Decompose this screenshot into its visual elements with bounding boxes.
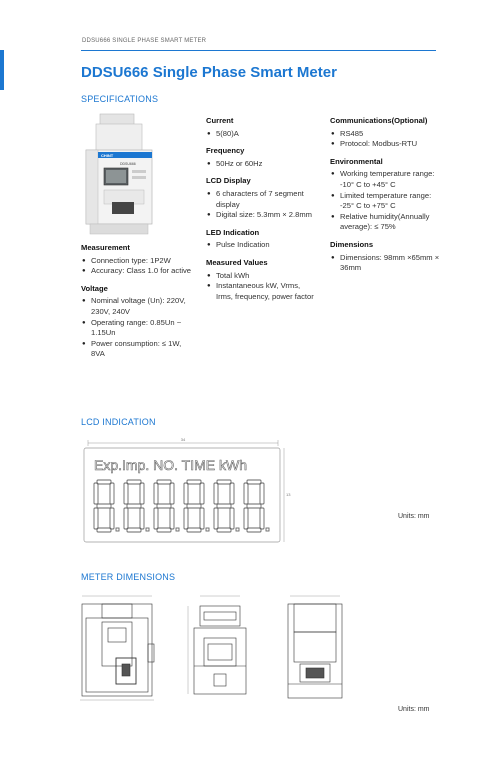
meter-brand-label: CHINT xyxy=(101,152,114,158)
spec-list-measured-values xyxy=(206,271,318,303)
spec-item: ● Dimensions: 98mm ×65mm × 36mm xyxy=(330,253,446,274)
top-view-drawing xyxy=(288,596,342,698)
spec-list-current xyxy=(206,129,318,140)
spec-item: ● 6 characters of 7 segment display xyxy=(206,189,318,210)
units-label-dimensions: Units: mm xyxy=(398,706,430,713)
running-header: DDSU666 SINGLE PHASE SMART METER xyxy=(82,38,207,44)
section-heading-meter-dimensions: METER DIMENSIONS xyxy=(81,572,176,582)
spec-heading-environmental: Environmental xyxy=(330,156,383,166)
page-title: DDSU666 Single Phase Smart Meter xyxy=(81,64,337,81)
meter-product-image xyxy=(82,110,158,240)
spec-list-measurement xyxy=(81,256,197,277)
spec-list-communications xyxy=(330,129,446,150)
spec-heading-frequency: Frequency xyxy=(206,146,245,156)
spec-heading-lcd-display: LCD Display xyxy=(206,176,251,186)
spec-item: ● Working temperature range: -10° C to +45° C xyxy=(330,169,446,190)
spec-heading-dimensions: Dimensions xyxy=(330,239,374,249)
spec-list-environmental xyxy=(330,169,446,233)
spec-item: ● Nominal voltage (Un): 220V, 230V, 240V xyxy=(81,296,197,317)
lcd-width-dimension: 34 xyxy=(180,437,186,442)
side-view-drawing xyxy=(188,596,246,694)
meter-model-label: DDSU666 xyxy=(120,162,136,166)
spec-item: ● Accuracy: Class 1.0 for active xyxy=(81,266,197,277)
spec-item: ● Connection type: 1P2W xyxy=(81,256,197,267)
spec-heading-voltage: Voltage xyxy=(81,283,108,293)
spec-heading-led-indication: LED Indication xyxy=(206,227,260,237)
spec-item: ● Pulse Indication xyxy=(206,240,318,251)
spec-item: ● 5(80)A xyxy=(206,129,318,140)
section-heading-lcd-indication: LCD INDICATION xyxy=(81,417,156,427)
lcd-indicator-labels: Exp.Imp. NO. TIME kWh xyxy=(94,457,247,473)
spec-list-voltage xyxy=(81,296,197,360)
spec-list-led-indication xyxy=(206,240,318,251)
spec-heading-communications: Communications(Optional) xyxy=(330,116,428,125)
lcd-height-dimension: 13 xyxy=(286,492,291,497)
spec-list-dimensions xyxy=(330,253,446,274)
meter-dimension-diagram xyxy=(78,592,378,712)
spec-list-lcd-display xyxy=(206,189,318,221)
section-heading-specifications: SPECIFICATIONS xyxy=(81,94,159,104)
spec-column-middle xyxy=(206,116,318,302)
spec-item: ● RS485 xyxy=(330,129,446,140)
spec-item: ● Power consumption: ≤ 1W, 8VA xyxy=(81,339,197,360)
page-edge-tab xyxy=(0,50,4,90)
units-label-lcd: Units: mm xyxy=(398,513,430,520)
spec-item: ● Relative humidity(Annually average): ≤ 75% xyxy=(330,212,446,233)
spec-item: ● Digital size: 5.3mm × 2.8mm xyxy=(206,210,318,221)
spec-column-left xyxy=(81,243,197,360)
spec-item: ● Limited temperature range: -25° C to +75° C xyxy=(330,191,446,212)
lcd-indication-diagram xyxy=(80,436,290,546)
spec-item: ● Total kWh xyxy=(206,271,318,282)
front-view-drawing xyxy=(80,596,154,700)
spec-column-right xyxy=(330,116,446,274)
spec-list-frequency xyxy=(206,159,318,170)
spec-item: ● 50Hz or 60Hz xyxy=(206,159,318,170)
header-divider xyxy=(81,50,436,51)
spec-heading-measurement: Measurement xyxy=(81,243,130,252)
spec-item: ● Protocol: Modbus-RTU xyxy=(330,139,446,150)
spec-heading-current: Current xyxy=(206,116,234,125)
spec-item: ● Operating range: 0.85Un ~ 1.15Un xyxy=(81,318,197,339)
spec-heading-measured-values: Measured Values xyxy=(206,257,268,267)
spec-item: ● Instantaneous kW, Vrms, Irms, frequency, power factor xyxy=(206,281,318,302)
